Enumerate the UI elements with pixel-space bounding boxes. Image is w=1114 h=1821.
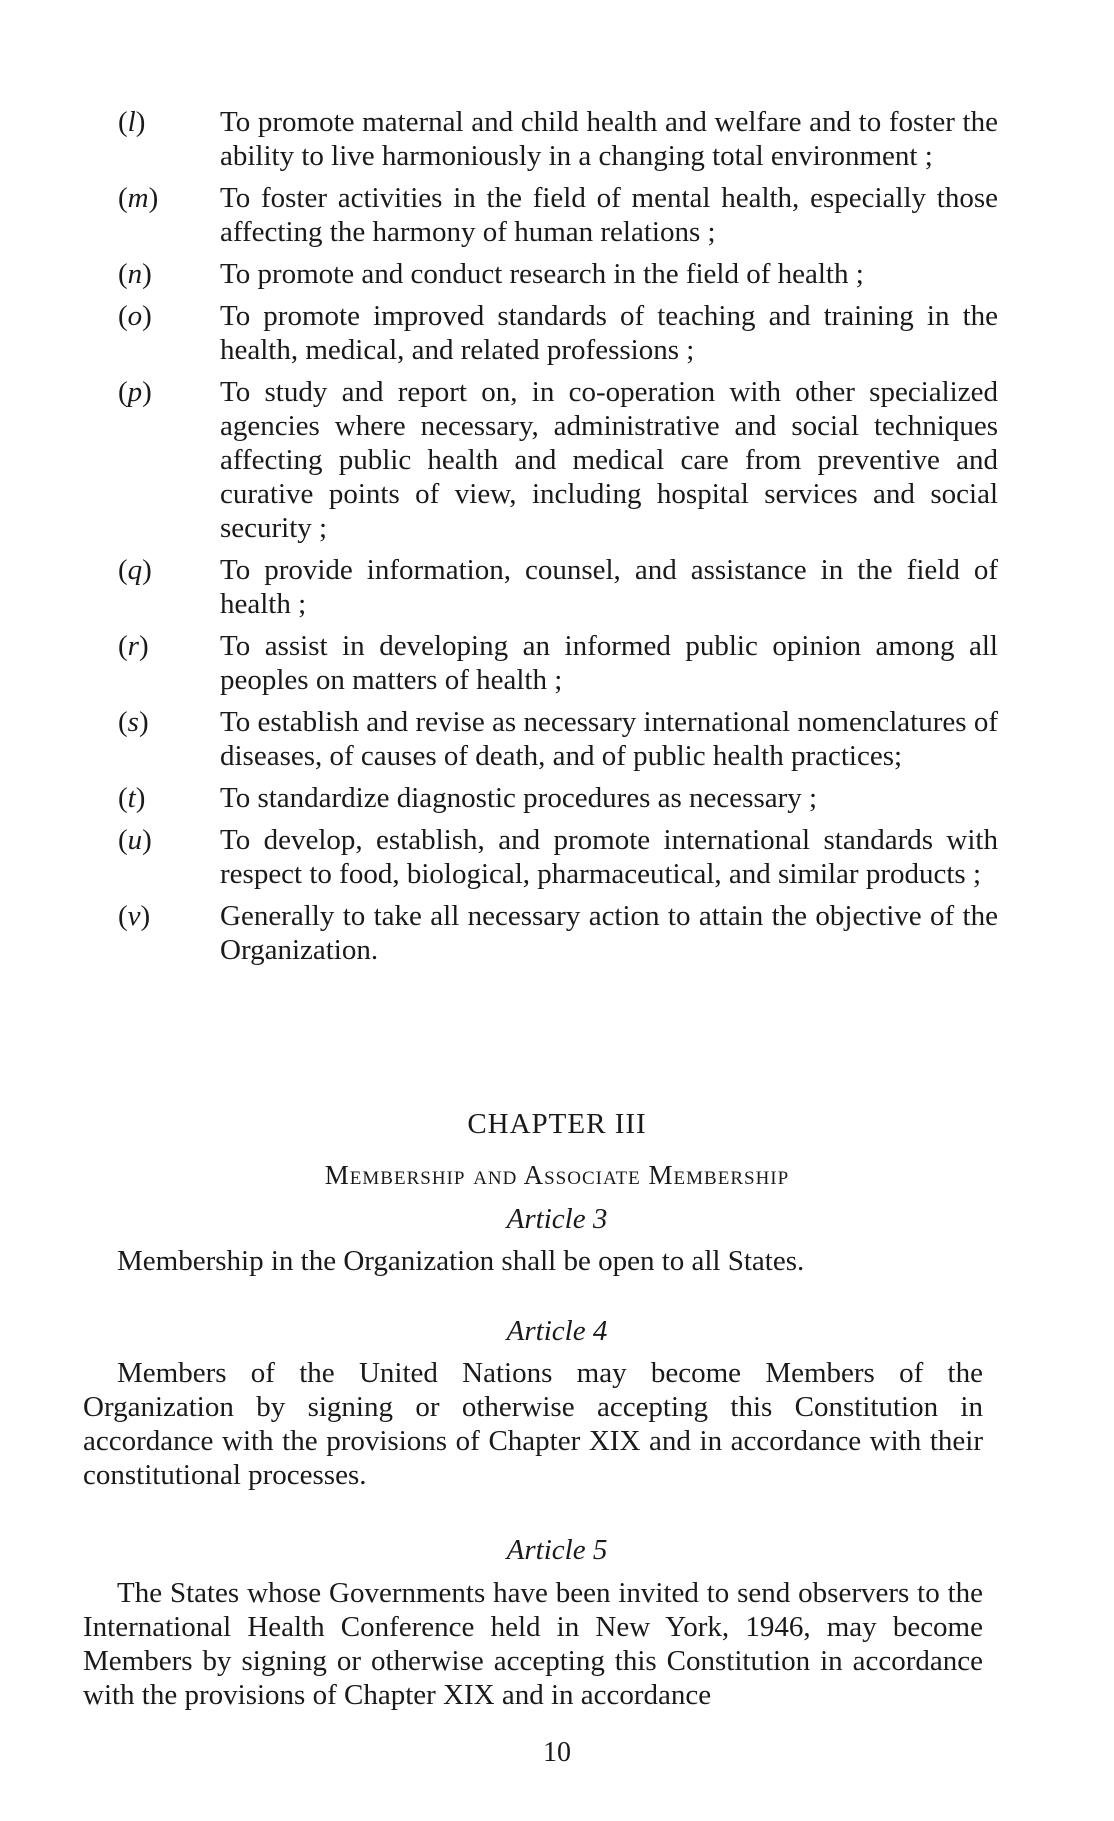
item-text: To establish and revise as necessary international nomenclatures of diseases, of causes of death, and of public health practices;: [220, 706, 998, 772]
item-letter: (v): [118, 900, 151, 932]
item-text: To standardize diagnostic procedures as necessary ;: [220, 782, 818, 814]
page-number: 10: [543, 1737, 571, 1768]
item-letter: (p): [118, 376, 152, 408]
item-text: To assist in developing an informed public opinion among all peoples on matters of health ;: [220, 630, 998, 696]
item-letter: (l): [118, 106, 146, 138]
list-item: [118, 105, 998, 173]
article-heading: Article 3: [506, 1203, 608, 1235]
item-text: Generally to take all necessary action to attain the objective of the Organization.: [220, 900, 998, 966]
chapter-title: CHAPTER III: [467, 1108, 647, 1140]
objectives-list: [118, 105, 998, 975]
item-letter: (n): [118, 258, 152, 290]
article-text: [83, 1244, 983, 1278]
item-letter: (o): [118, 300, 152, 332]
list-item: [118, 899, 998, 967]
article-text: [83, 1356, 983, 1492]
item-text: To promote improved standards of teaching and training in the health, medical, and related professions ;: [220, 300, 998, 366]
item-text: To promote maternal and child health and welfare and to foster the ability to live harmoniously in a changing total environment ;: [220, 106, 998, 172]
item-text: To develop, establish, and promote international standards with respect to food, biological, pharmaceutical, and similar products ;: [220, 824, 998, 890]
list-item: [118, 375, 998, 545]
item-text: To provide information, counsel, and assistance in the field of health ;: [220, 554, 998, 620]
list-item: [118, 299, 998, 367]
article-body: The States whose Governments have been invited to send observers to the International Health Conference held in New York, 1946, may become Members by signing or otherwise accepting this Constitution in accordance with the provisions of Chapter XIX and in accordance: [83, 1577, 983, 1711]
item-letter: (q): [118, 554, 152, 586]
list-item: [118, 553, 998, 621]
list-item: [118, 823, 998, 891]
chapter-subtitle: Membership and Associate Membership: [324, 1160, 790, 1190]
article-heading: Article 4: [506, 1315, 608, 1347]
item-letter: (s): [118, 706, 149, 738]
item-letter: (r): [118, 630, 149, 662]
article-body: Membership in the Organization shall be open to all States.: [117, 1245, 805, 1277]
article-text: [83, 1576, 983, 1712]
item-letter: (t): [118, 782, 146, 814]
item-letter: (u): [118, 824, 152, 856]
item-text: To study and report on, in co-operation with other specialized agencies where necessary, administrative and social techniques affecting public health and medical care from preventive and curative points of view, including hospital services and social security ;: [220, 376, 998, 544]
article-body: Members of the United Nations may become Members of the Organization by signing or otherwise accepting this Constitution in accordance with the provisions of Chapter XIX and in accordance with their constitutional processes.: [83, 1357, 983, 1491]
item-text: To foster activities in the field of mental health, especially those affecting the harmony of human relations ;: [220, 182, 998, 248]
list-item: [118, 629, 998, 697]
list-item: [118, 181, 998, 249]
article-heading: Article 5: [506, 1534, 608, 1566]
list-item: [118, 257, 998, 291]
list-item: [118, 705, 998, 773]
item-text: To promote and conduct research in the field of health ;: [220, 258, 864, 290]
item-letter: (m): [118, 182, 159, 214]
list-item: [118, 781, 998, 815]
